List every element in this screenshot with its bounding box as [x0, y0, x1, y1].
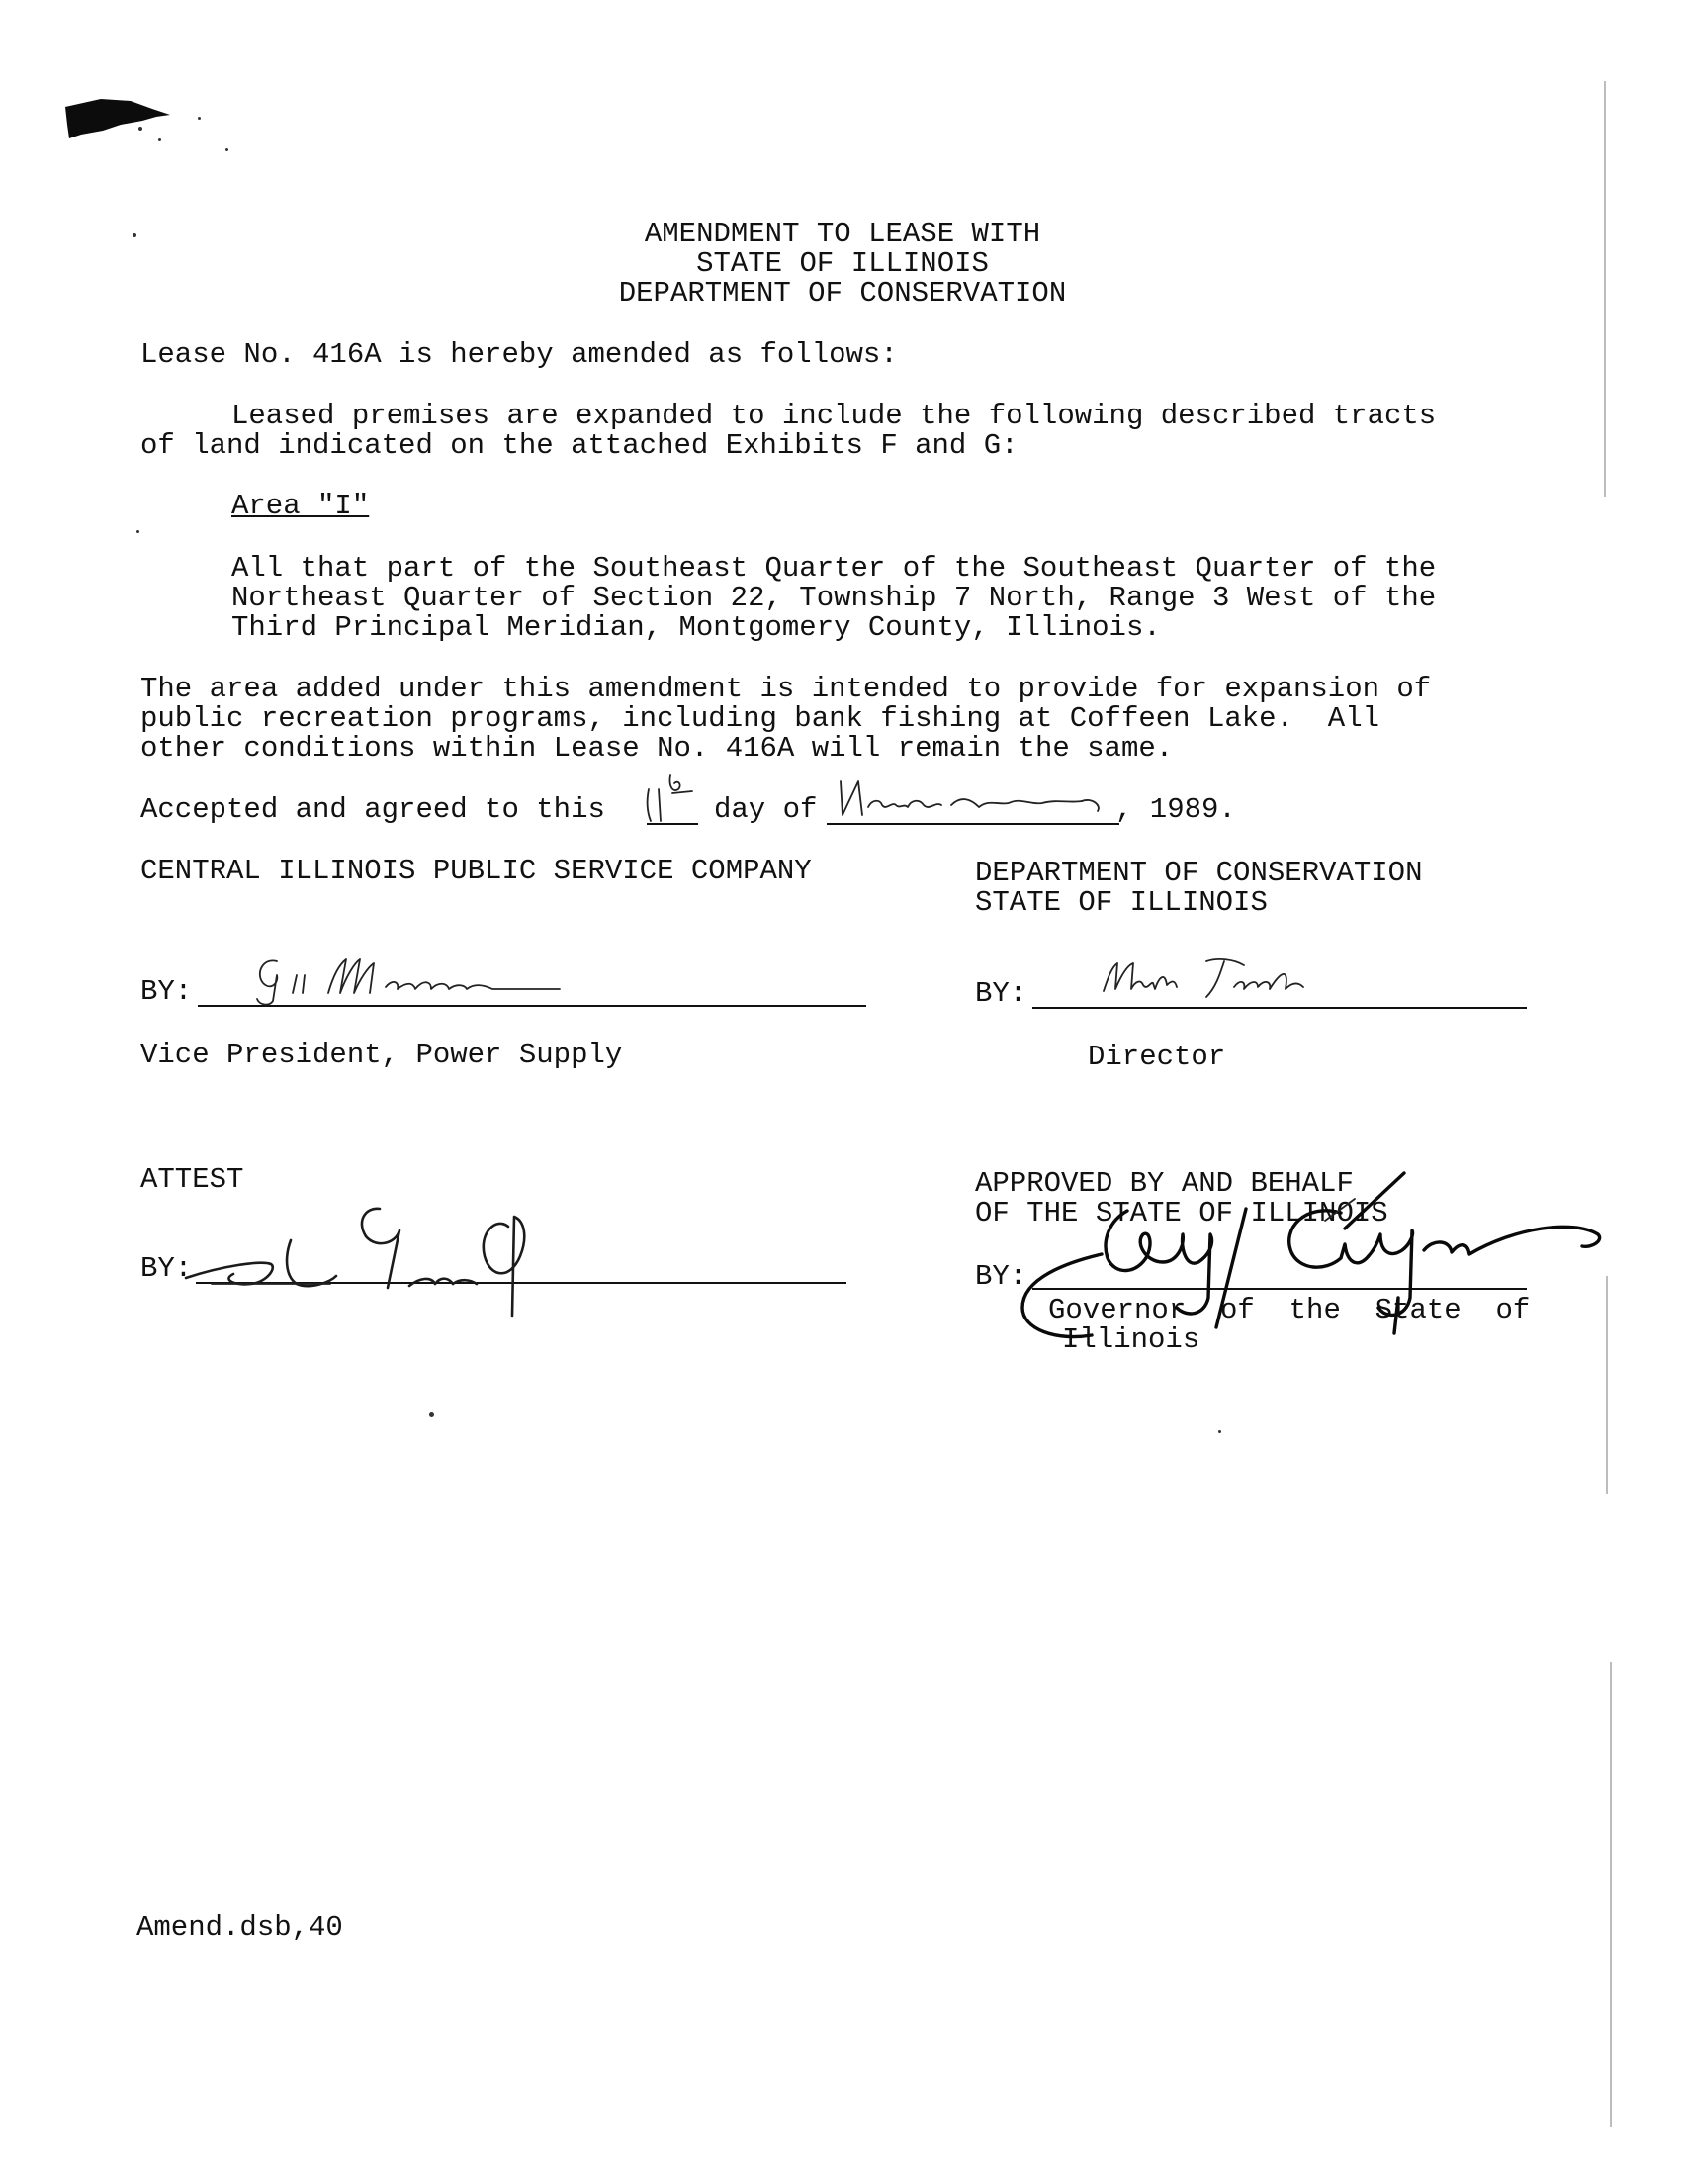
governor-title-line-1: Governor of the State of	[1048, 1294, 1531, 1326]
right-signature-line	[1032, 1007, 1527, 1009]
accepted-suffix: , 1989.	[1115, 793, 1236, 826]
area-description-line-1: All that part of the Southeast Quarter of the Southeast Quarter of the	[231, 552, 1437, 585]
purpose-line-1: The area added under this amendment is intended to provide for expansion of	[140, 673, 1432, 705]
area-description-line-3: Third Principal Meridian, Montgomery County, Illinois.	[231, 611, 1161, 644]
scan-speck	[198, 117, 201, 120]
governor-signature	[999, 1159, 1612, 1357]
left-signature	[243, 950, 599, 1009]
scan-edge-line	[1610, 1662, 1612, 2127]
governor-title-line-2: Illinois	[1062, 1323, 1200, 1356]
attest-by-label: BY:	[140, 1252, 193, 1285]
accepted-prefix: Accepted and agreed to this	[140, 793, 605, 826]
accepted-middle: day of	[714, 793, 818, 826]
approval-line-2: OF THE STATE OF ILLINOIS	[975, 1197, 1388, 1229]
handwritten-day	[643, 772, 712, 827]
document-title-line-3: DEPARTMENT OF CONSERVATION	[618, 277, 1067, 310]
right-by-label: BY:	[975, 977, 1027, 1010]
right-signature	[1096, 952, 1333, 1007]
scan-speck	[138, 127, 142, 131]
scan-speck	[225, 148, 228, 151]
purpose-line-3: other conditions within Lease No. 416A will remain the same.	[140, 732, 1174, 765]
handwritten-month	[833, 775, 1119, 825]
area-description-line-2: Northeast Quarter of Section 22, Township 7 North, Range 3 West of the	[231, 582, 1437, 614]
approval-by-label: BY:	[975, 1260, 1027, 1293]
paragraph-expansion-line-1: Leased premises are expanded to include the following described tracts	[231, 400, 1437, 432]
right-party-name-line-1: DEPARTMENT OF CONSERVATION	[975, 857, 1423, 889]
lease-intro: Lease No. 416A is hereby amended as follows:	[140, 338, 898, 371]
scan-speck	[1218, 1430, 1221, 1433]
left-party-name: CENTRAL ILLINOIS PUBLIC SERVICE COMPANY	[140, 855, 812, 887]
document-title-line-1: AMENDMENT TO LEASE WITH	[644, 218, 1041, 250]
scan-speck	[158, 138, 161, 141]
area-heading: Area "I"	[231, 490, 370, 522]
right-signer-title: Director	[1088, 1041, 1226, 1073]
purpose-line-2: public recreation programs, including bank fishing at Coffeen Lake. All	[140, 702, 1380, 735]
scan-blot	[61, 95, 180, 154]
document-footer-code: Amend.dsb,40	[136, 1911, 343, 1944]
left-by-label: BY:	[140, 975, 193, 1008]
left-signer-title: Vice President, Power Supply	[140, 1039, 623, 1071]
paragraph-expansion-line-2: of land indicated on the attached Exhibits F and G:	[140, 429, 1019, 462]
attest-signature	[182, 1197, 558, 1296]
document-title-line-2: STATE OF ILLINOIS	[696, 247, 989, 280]
attest-label: ATTEST	[140, 1163, 244, 1196]
scan-speck	[136, 530, 139, 533]
scan-speck	[429, 1412, 434, 1417]
approval-line-1: APPROVED BY AND BEHALF	[975, 1167, 1354, 1200]
right-party-name-line-2: STATE OF ILLINOIS	[975, 886, 1268, 919]
